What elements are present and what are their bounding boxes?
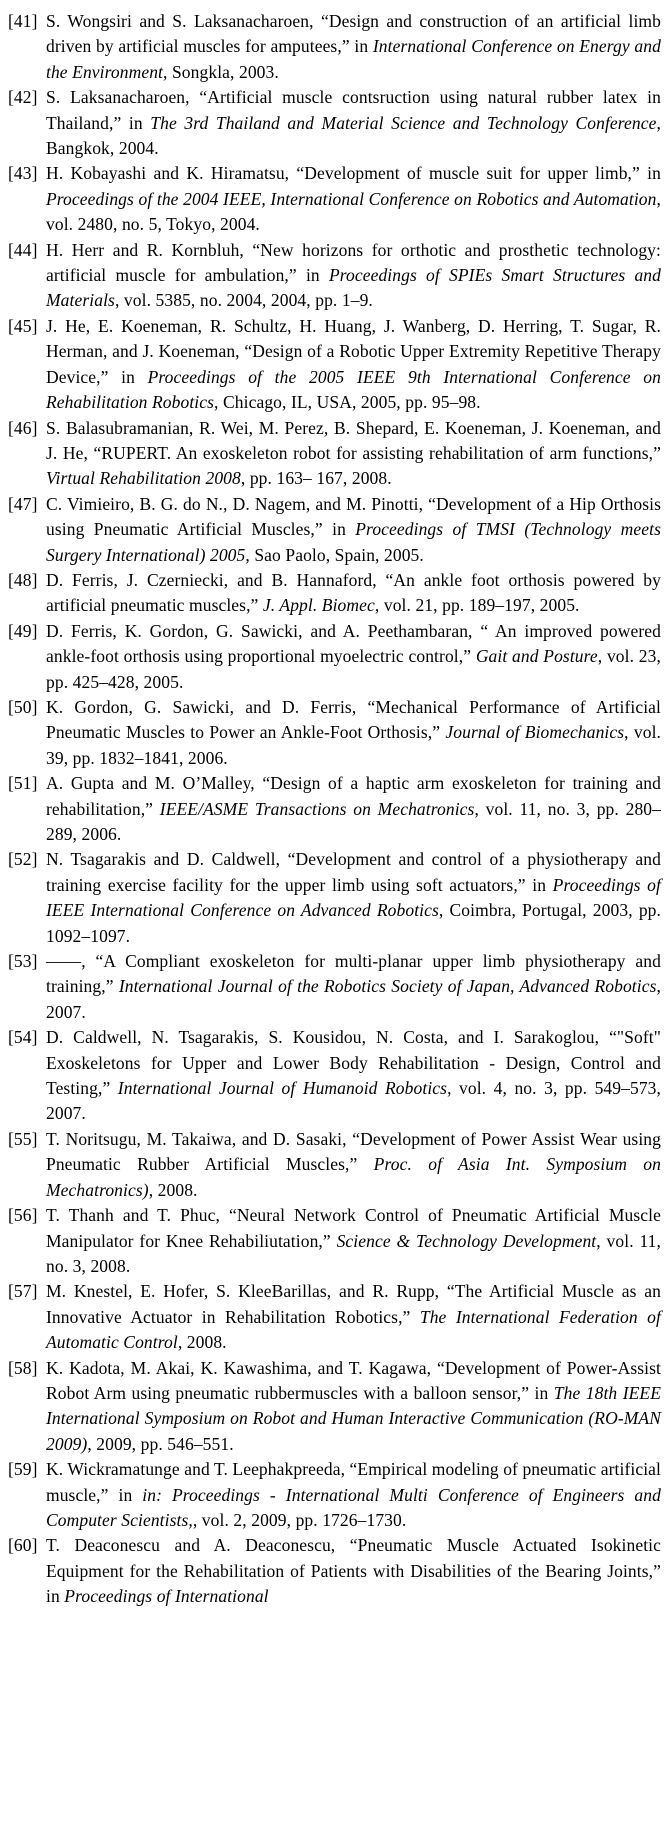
reference-segment: C. Vimieiro, B. G. do N., D. Nagem, and M. Pinotti, “Development of a Hip Orthosis using Pneumatic Artificial Muscles,” in — [46, 493, 661, 540]
reference-segment: , vol. 11, no. 3, pp. 280–289, 2006. — [46, 798, 661, 844]
reference-entry — [8, 161, 661, 237]
reference-entry — [8, 85, 661, 161]
reference-venue: Proceedings of IEEE International Conference on Advanced Robotics — [46, 874, 661, 921]
reference-segment: , pp. 163– 167, 2008. — [240, 468, 392, 489]
reference-segment: , Bangkok, 2004. — [46, 112, 661, 159]
reference-text — [46, 1358, 661, 1454]
reference-venue: Proceedings of International — [64, 1586, 269, 1607]
reference-label: [57] — [8, 1281, 38, 1302]
reference-label: [49] — [8, 620, 38, 641]
reference-segment: D. Ferris, K. Gordon, G. Sawicki, and A. Peethambaran, “ An improved powered ankle-foot orthosis using proportional myoelectric control,” — [46, 620, 661, 667]
reference-venue: Gait and Posture — [475, 646, 598, 667]
reference-label: [48] — [8, 569, 38, 590]
reference-entry — [8, 238, 661, 314]
reference-entry — [8, 771, 661, 847]
reference-segment: S. Wongsiri and S. Laksanacharoen, “Design and construction of an artificial limb driven by artificial muscles for amputees,” in — [46, 11, 661, 57]
reference-segment: , vol. 4, no. 3, pp. 549–573, 2007. — [46, 1078, 661, 1124]
reference-segment: T. Thanh and T. Phuc, “Neural Network Control of Pneumatic Artificial Muscle Manipulator for Knee Rehabiliutation,” — [46, 1205, 661, 1251]
reference-segment: , 2008. — [148, 1179, 198, 1200]
reference-text — [46, 316, 661, 412]
reference-segment: , 2008. — [177, 1332, 227, 1353]
reference-text — [46, 163, 661, 234]
reference-segment: H. Herr and R. Kornbluh, “New horizons for orthotic and prosthetic technology: artificial muscle for ambulation,” in — [46, 239, 661, 286]
reference-venue: International Journal of Humanoid Robotics — [117, 1078, 448, 1099]
reference-entry — [8, 1127, 661, 1203]
reference-segment: , 2009, pp. 546–551. — [87, 1433, 234, 1454]
reference-label: [42] — [8, 87, 38, 108]
reference-segment: N. Tsagarakis and D. Caldwell, “Development and control of a physiotherapy and training exercise facility for the upper limb using soft actuators,” in — [46, 849, 661, 895]
reference-venue: Proc. of Asia Int. Symposium on Mechatronics) — [46, 1154, 661, 1200]
reference-venue: The 3rd Thailand and Material Science and Technology Conference — [150, 112, 657, 133]
reference-label: [45] — [8, 315, 38, 336]
reference-venue: Proceedings of SPIEs Smart Structures and Materials — [46, 265, 661, 311]
reference-venue: The International Federation of Automatic Control — [46, 1306, 661, 1353]
reference-text — [46, 1129, 661, 1200]
reference-entry — [8, 9, 661, 85]
reference-segment: , vol. 2480, no. 5, Tokyo, 2004. — [46, 188, 661, 235]
reference-segment: A. Gupta and M. O’Malley, “Design of a haptic arm exoskeleton for training and rehabilitation,” — [46, 773, 661, 819]
reference-segment: , 2007. — [46, 976, 661, 1022]
reference-text — [46, 621, 661, 692]
reference-label: [53] — [8, 951, 38, 972]
reference-entry — [8, 1279, 661, 1355]
reference-segment: K. Kadota, M. Akai, K. Kawashima, and T. Kagawa, “Development of Power-Assist Robot Arm using pneumatic rubbermuscles with a balloon sensor,” in — [46, 1357, 661, 1403]
reference-segment: , Chicago, IL, USA, 2005, pp. 95–98. — [214, 392, 481, 413]
reference-entry — [8, 416, 661, 492]
reference-venue: Proceedings of the 2005 IEEE 9th International Conference on Rehabilitation Robotics — [46, 366, 661, 413]
reference-text — [46, 773, 661, 844]
reference-venue: Virtual Rehabilitation 2008 — [46, 468, 241, 489]
reference-label: [46] — [8, 417, 38, 438]
reference-text — [46, 1281, 661, 1352]
reference-entry — [8, 1203, 661, 1279]
reference-text — [46, 697, 661, 768]
reference-segment: T. Deaconescu and A. Deaconescu, “Pneumatic Muscle Actuated Isokinetic Equipment for the Rehabilitation of Patients with Disabilities of the Bearing Joints,” in — [46, 1535, 661, 1607]
reference-entry — [8, 1356, 661, 1458]
reference-text — [46, 1027, 661, 1123]
reference-text — [46, 1459, 661, 1530]
reference-label: [52] — [8, 849, 38, 870]
reference-segment: , Sao Paolo, Spain, 2005. — [245, 544, 424, 565]
reference-entry — [8, 1533, 661, 1609]
reference-segment: K. Wickramatunge and T. Leephakpreeda, “Empirical modeling of pneumatic artificial muscle,” in — [46, 1459, 661, 1505]
reference-text — [46, 418, 661, 489]
reference-text — [46, 11, 661, 82]
reference-entry — [8, 847, 661, 949]
reference-segment: T. Noritsugu, M. Takaiwa, and D. Sasaki, “Development of Power Assist Wear using Pneumatic Rubber Artificial Muscles,” — [46, 1128, 661, 1175]
reference-segment: K. Gordon, G. Sawicki, and D. Ferris, “Mechanical Performance of Artificial Pneumatic Muscles to Power an Ankle-Foot Orthosis,” — [46, 696, 661, 743]
reference-venue: Journal of Biomechanics — [445, 722, 625, 743]
reference-segment: , Songkla, 2003. — [163, 61, 279, 82]
reference-text — [46, 951, 661, 1022]
reference-segment: M. Knestel, E. Hofer, S. KleeBarillas, and R. Rupp, “The Artificial Muscle as an Innovative Actuator in Rehabilitation Robotics,” — [46, 1281, 661, 1327]
reference-segment: H. Kobayashi and K. Hiramatsu, “Development of muscle suit for upper limb,” in — [46, 163, 661, 184]
reference-text — [46, 87, 661, 158]
references-list — [8, 9, 661, 1610]
reference-entry — [8, 619, 661, 695]
reference-text — [46, 849, 661, 945]
reference-text — [46, 570, 661, 615]
reference-label: [54] — [8, 1027, 38, 1048]
reference-entry — [8, 695, 661, 771]
reference-segment: , vol. 11, no. 3, 2008. — [46, 1230, 661, 1276]
reference-segment: S. Balasubramanian, R. Wei, M. Perez, B. Shepard, E. Koeneman, J. Koeneman, and J. He, “RUPERT. An exoskeleton robot for assisting rehabilitation of arm functions,” — [46, 417, 661, 463]
reference-venue: in: Proceedings - International Multi Conference of Engineers and Computer Scientists, — [46, 1484, 661, 1530]
reference-segment: ——, “A Compliant exoskeleton for multi-planar upper limb physiotherapy and training,” — [46, 951, 661, 997]
reference-segment: J. He, E. Koeneman, R. Schultz, H. Huang, J. Wanberg, D. Herring, T. Sugar, R. Herman, and J. Koeneman, “Design of a Robotic Upper Extremity Repetitive Therapy Device,” in — [46, 315, 661, 387]
reference-venue: Proceedings of the 2004 IEEE, International Conference on Robotics and Automation — [46, 188, 657, 209]
reference-text — [46, 1205, 661, 1276]
reference-segment: , Coimbra, Portugal, 2003, pp. 1092–1097. — [46, 900, 661, 946]
reference-segment: , vol. 21, pp. 189–197, 2005. — [374, 595, 580, 616]
reference-venue: IEEE/ASME Transactions on Mechatronics — [159, 798, 475, 819]
reference-entry — [8, 1025, 661, 1127]
reference-text — [46, 494, 661, 565]
reference-label: [51] — [8, 773, 38, 794]
reference-venue: Science & Technology Development — [336, 1230, 597, 1251]
reference-label: [55] — [8, 1128, 38, 1149]
reference-entry — [8, 314, 661, 416]
reference-venue: The 18th IEEE International Symposium on Robot and Human Interactive Communication (RO-MAN 2009) — [46, 1382, 661, 1454]
reference-segment: , vol. 23, pp. 425–428, 2005. — [46, 646, 661, 692]
reference-segment: D. Caldwell, N. Tsagarakis, S. Kousidou, N. Costa, and I. Sarakoglou, “"Soft" Exoskeletons for Upper and Lower Body Rehabilitation - Design, Control and Testing,” — [46, 1027, 661, 1099]
reference-label: [59] — [8, 1459, 38, 1480]
reference-segment: , vol. 2, 2009, pp. 1726–1730. — [192, 1509, 407, 1530]
reference-segment: , vol. 5385, no. 2004, 2004, pp. 1–9. — [114, 290, 373, 311]
reference-venue: International Journal of the Robotics Society of Japan, Advanced Robotics — [118, 976, 657, 997]
reference-label: [43] — [8, 163, 38, 184]
reference-label: [47] — [8, 493, 38, 514]
reference-text — [46, 240, 661, 311]
reference-label: [44] — [8, 239, 38, 260]
reference-label: [60] — [8, 1535, 38, 1556]
reference-label: [41] — [8, 11, 38, 31]
reference-segment: S. Laksanacharoen, “Artificial muscle contsruction using natural rubber latex in Thailand,” in — [46, 87, 661, 133]
reference-venue: J. Appl. Biomec — [262, 595, 375, 616]
reference-segment: D. Ferris, J. Czerniecki, and B. Hannaford, “An ankle foot orthosis powered by artificial pneumatic muscles,” — [46, 569, 661, 616]
reference-label: [50] — [8, 696, 38, 717]
reference-entry — [8, 949, 661, 1025]
reference-entry — [8, 492, 661, 568]
reference-segment: , vol. 39, pp. 1832–1841, 2006. — [46, 722, 662, 768]
reference-venue: International Conference on Energy and the Environment — [46, 36, 661, 82]
reference-entry — [8, 1457, 661, 1533]
reference-label: [58] — [8, 1357, 38, 1378]
reference-venue: Proceedings of TMSI (Technology meets Surgery International) 2005 — [46, 519, 661, 565]
reference-label: [56] — [8, 1205, 38, 1226]
reference-entry — [8, 568, 661, 619]
reference-text — [46, 1535, 661, 1606]
